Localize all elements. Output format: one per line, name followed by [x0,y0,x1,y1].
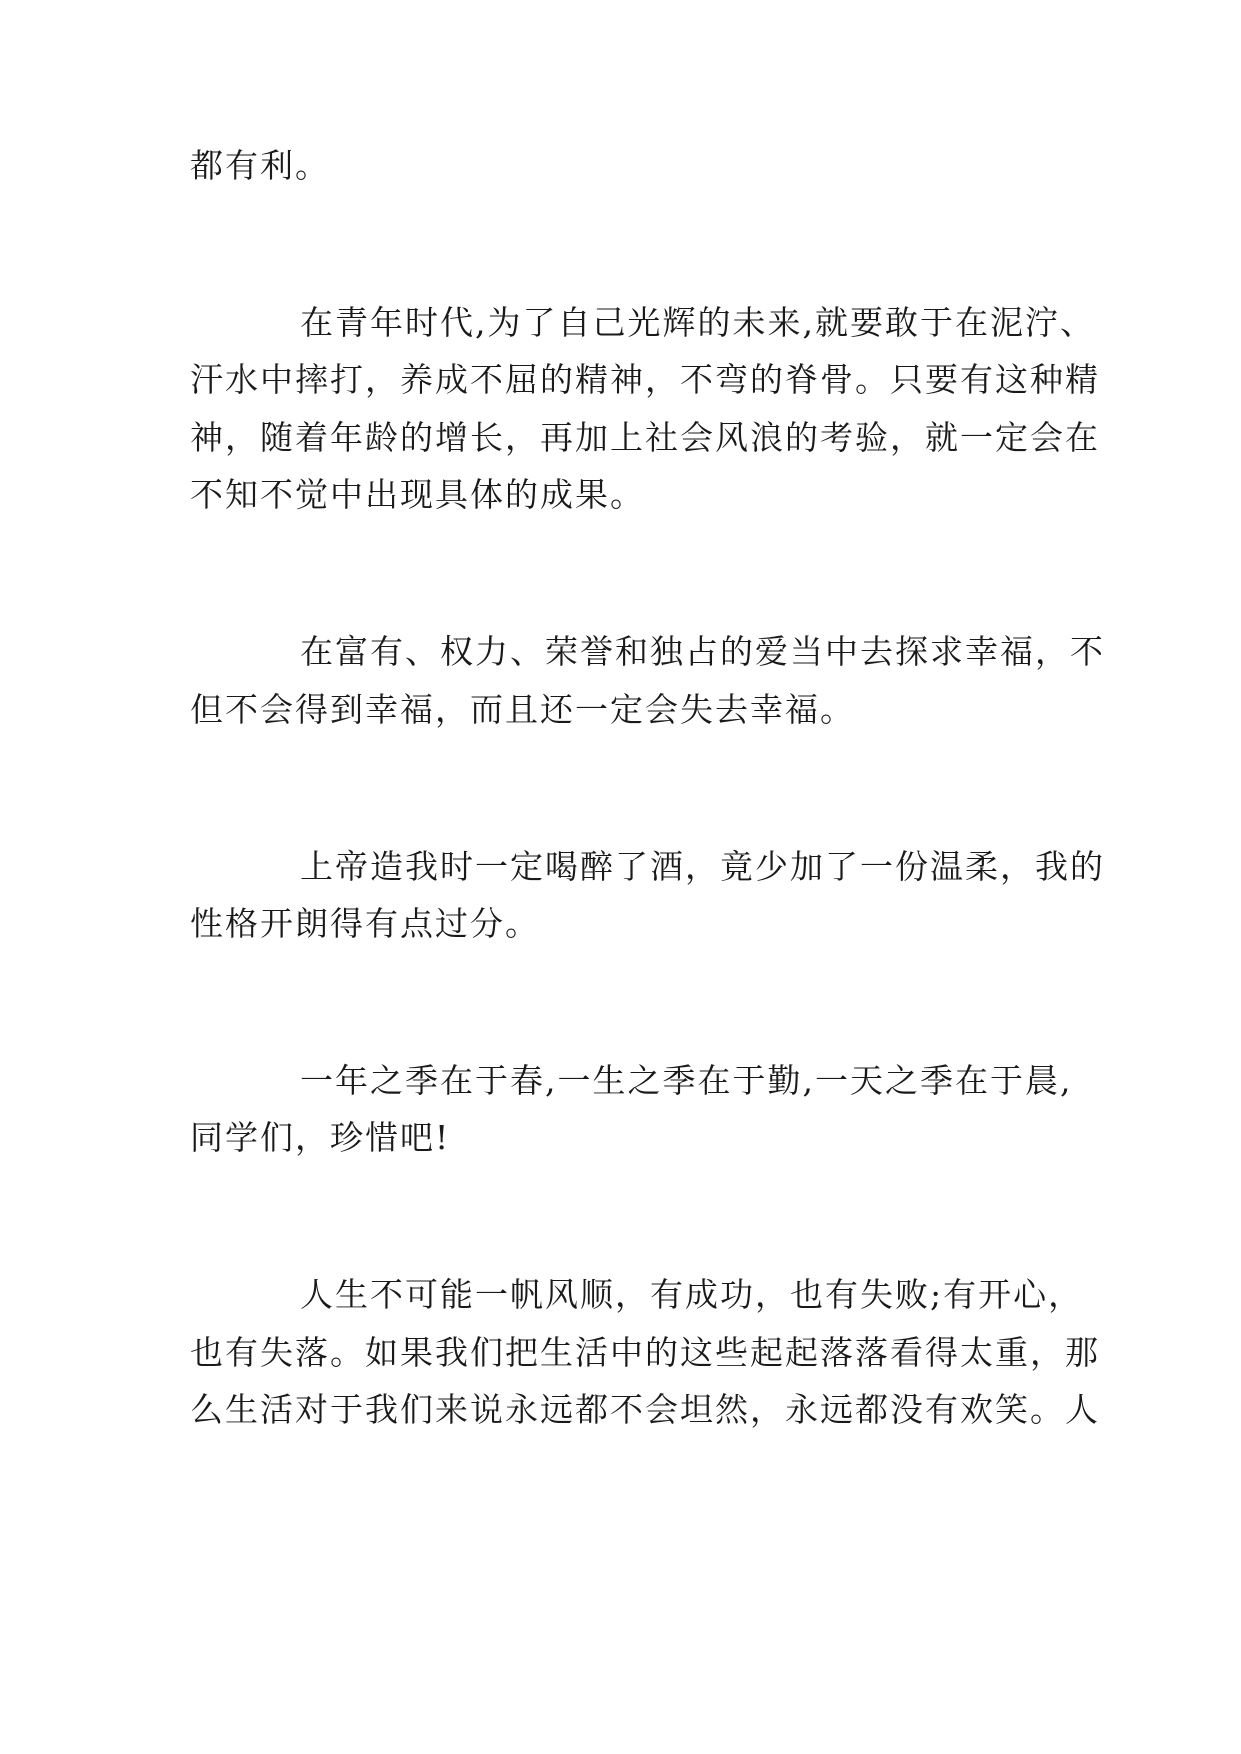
paragraph-line: 么生活对于我们来说永远都不会坦然，永远都没有欢笑。人 [190,1390,1100,1429]
paragraph-line: 但不会得到幸福，而且还一定会失去幸福。 [190,690,855,729]
paragraph-line: 人生不可能一帆风顺，有成功，也有失败;有开心， [300,1275,1084,1314]
paragraph-line: 也有失落。如果我们把生活中的这些起起落落看得太重，那 [190,1333,1100,1372]
paragraph-line: 汗水中摔打，养成不屈的精神，不弯的脊骨。只要有这种精 [190,360,1100,399]
paragraph-line: 一年之季在于春,一生之季在于勤,一天之季在于晨, [300,1061,1073,1100]
paragraph-line: 性格开朗得有点过分。 [190,904,540,943]
paragraph-line: 同学们，珍惜吧! [190,1118,451,1157]
paragraph-line: 在富有、权力、荣誉和独占的爱当中去探求幸福，不 [300,632,1105,671]
paragraph-line: 在青年时代,为了自己光辉的未来,就要敢于在泥泞、 [300,303,1095,342]
paragraph-line: 都有利。 [190,146,330,185]
paragraph-line: 上帝造我时一定喝醉了酒，竟少加了一份温柔，我的 [300,847,1105,886]
paragraph-line: 不知不觉中出现具体的成果。 [190,475,645,514]
paragraph-line: 神，随着年龄的增长，再加上社会风浪的考验，就一定会在 [190,418,1100,457]
